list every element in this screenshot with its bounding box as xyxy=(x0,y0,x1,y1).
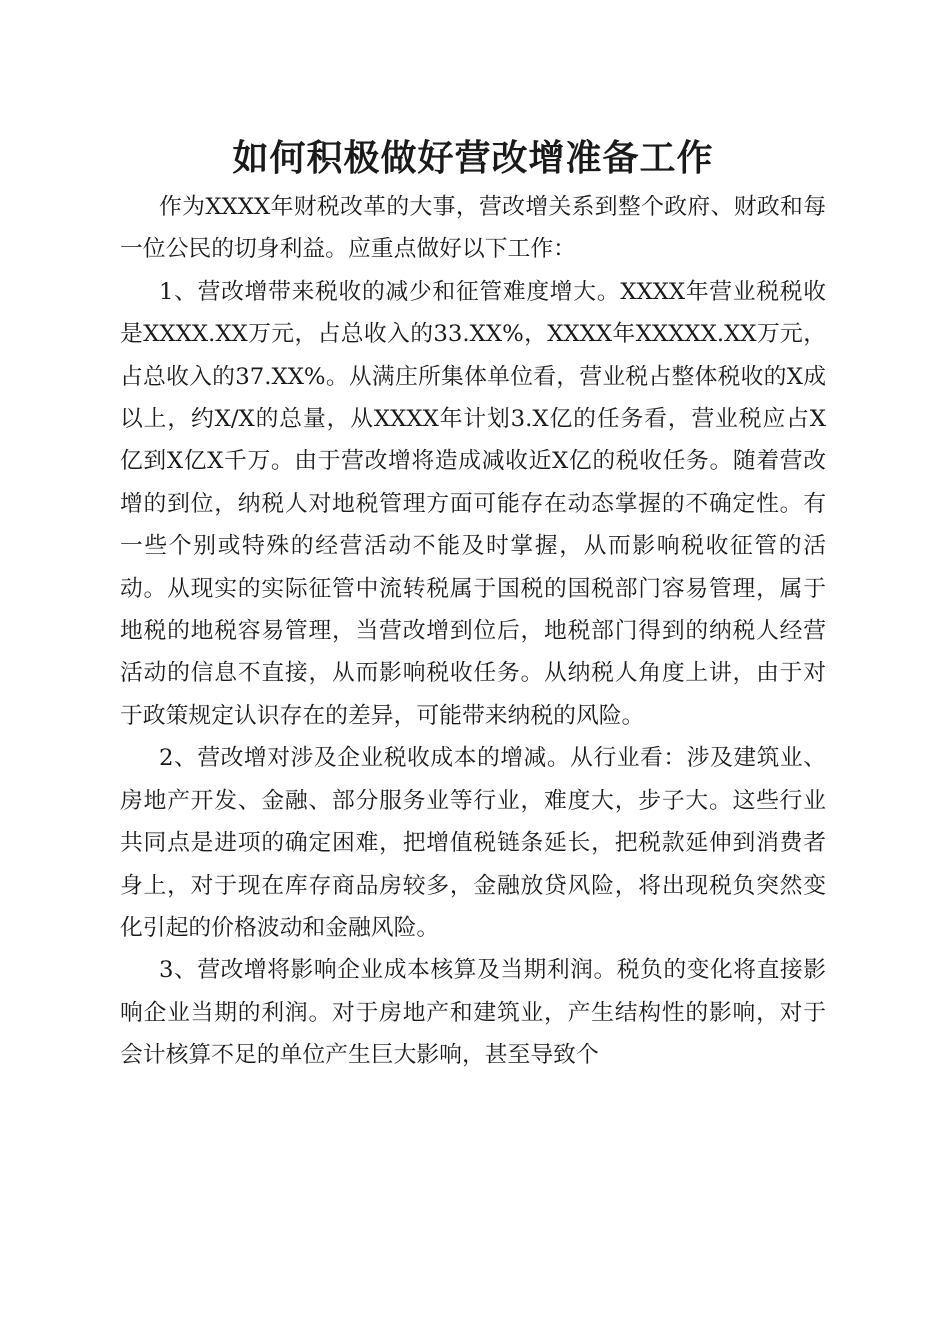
paragraph-intro: 作为XXXX年财税改革的大事，营改增关系到整个政府、财政和每一位公民的切身利益。应重点做好以下工作： xyxy=(120,194,826,263)
paragraph-item-3: 3、营改增将影响企业成本核算及当期利润。税负的变化将直接影响企业当期的利润。对于房地产和建筑业，产生结构性的影响，对于会计核算不足的单位产生巨大影响，甚至导致个 xyxy=(120,957,826,1069)
paragraph-item-2: 2、营改增对涉及企业税收成本的增减。从行业看：涉及建筑业、房地产开发、金融、部分服务业等行业，难度大，步子大。这些行业共同点是进项的确定困难，把增值税链条延长，把税款延伸到消费者身上，对于现在库存商品房较多，金融放贷风险，将出现税负突然变化引起的价格波动和金融风险。 xyxy=(120,745,826,941)
document-page xyxy=(120,130,826,1077)
document-title: 如何积极做好营改增准备工作 xyxy=(232,137,714,179)
paragraph-item-1: 1、营改增带来税收的减少和征管难度增大。XXXX年营业税税收是XXXX.XX万元，占总收入的33.XX%，XXXX年XXXXX.XX万元，占总收入的37.XX%。从满庄所集体单位看，营业税占整体税收的X成以上，约X/X的总量，从XXXX年计划3.X亿的任务看，营业税应占X亿到X亿X千万。由于营改增将造成减收近X亿的税收任务。随着营改增的到位，纳税人对地税管理方面可能存在动态掌握的不确定性。有一些个别或特殊的经营活动不能及时掌握，从而影响税收征管的活动。从现实的实际征管中流转税属于国税的国税部门容易管理，属于地税的地税容易管理，当营改增到位后，地税部门得到的纳税人经营活动的信息不直接，从而影响税收任务。从纳税人角度上讲，由于对于政策规定认识存在的差异，可能带来纳税的风险。 xyxy=(120,278,826,729)
